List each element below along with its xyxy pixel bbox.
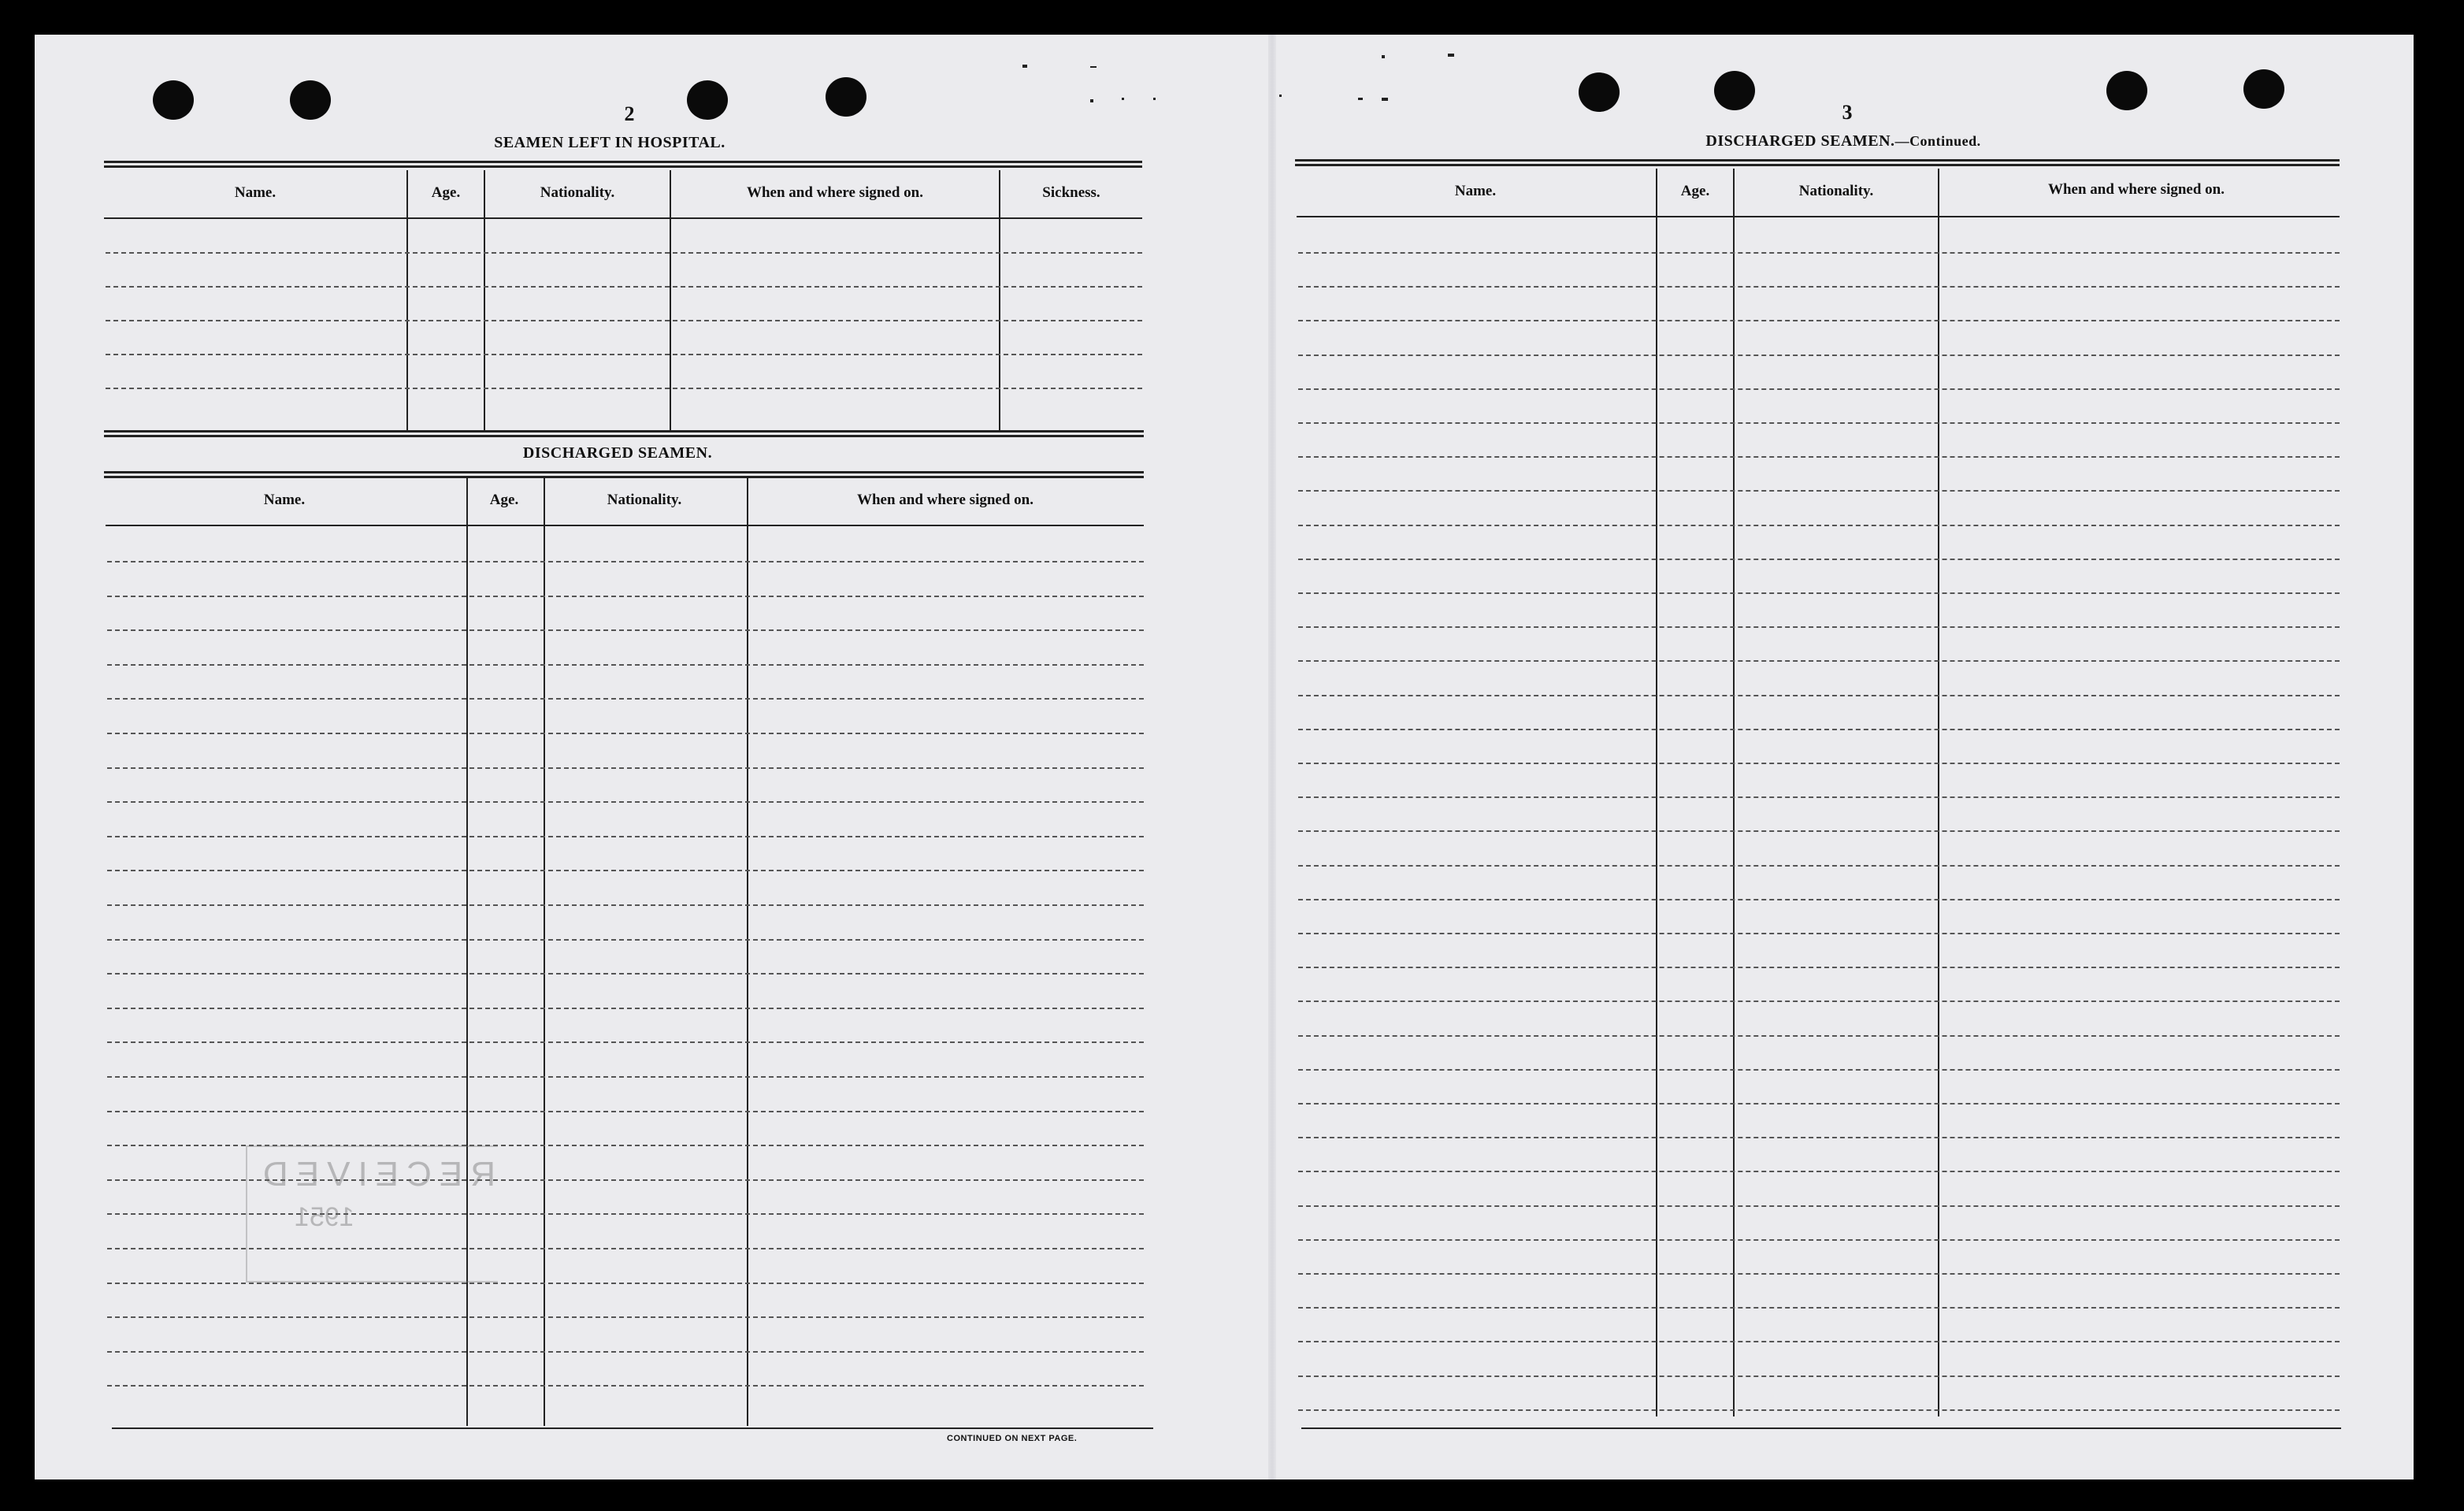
section-divider-rule [104, 430, 1144, 437]
ruled-row-line [1298, 355, 2340, 356]
header-rule [106, 525, 1144, 526]
document-sheet [35, 35, 2414, 1479]
ruled-row-line [106, 354, 1142, 355]
ruled-row-line [1298, 660, 2340, 662]
table-top-rule [104, 471, 1144, 478]
ruled-row-line [107, 664, 1144, 666]
stamp-date: 1951 [295, 1202, 354, 1232]
ruled-row-line [106, 286, 1142, 288]
table-top-rule [1295, 159, 2340, 166]
stamp-text: RECEIVED [255, 1155, 495, 1194]
ruled-row-line [1298, 1103, 2340, 1104]
ruled-row-line [1298, 1273, 2340, 1275]
ruled-row-line [1298, 1069, 2340, 1071]
ruled-row-line [107, 973, 1144, 975]
column-divider [999, 170, 1000, 432]
column-divider [406, 170, 408, 432]
ruled-row-line [1298, 967, 2340, 968]
ruled-row-line [107, 1008, 1144, 1009]
ruled-row-line [107, 1076, 1144, 1078]
section-title-suffix: —Continued. [1894, 133, 1981, 149]
ruled-row-line [1298, 456, 2340, 458]
ruled-row-line [1298, 525, 2340, 526]
ruled-row-line [1298, 626, 2340, 628]
ruled-row-line [107, 629, 1144, 631]
ruled-row-line [1298, 1001, 2340, 1002]
ruled-row-line [1298, 490, 2340, 492]
ruled-row-line [1298, 1409, 2340, 1411]
column-divider [670, 170, 671, 432]
ruled-row-line [1298, 320, 2340, 321]
ruled-row-line [107, 1385, 1144, 1387]
page-number: 3 [1842, 101, 1853, 124]
ruled-row-line [107, 1041, 1144, 1043]
ruled-row-line [107, 836, 1144, 837]
header-rule [1297, 216, 2340, 217]
ruled-row-line [106, 252, 1142, 254]
column-divider [1938, 169, 1939, 1416]
ruled-row-line [107, 1316, 1144, 1318]
column-divider [1656, 169, 1657, 1416]
ruled-row-line [107, 733, 1144, 734]
ruled-row-line [1298, 1341, 2340, 1342]
header-rule [104, 217, 1142, 219]
page-number: 2 [624, 102, 635, 125]
ruled-row-line [1298, 1375, 2340, 1377]
column-header-nationality: Nationality. [540, 184, 615, 201]
table-bottom-rule [1301, 1427, 2341, 1429]
ruled-row-line [1298, 899, 2340, 900]
ruled-row-line [1298, 1171, 2340, 1172]
ruled-row-line [107, 698, 1144, 700]
column-divider [484, 170, 485, 432]
ruled-row-line [107, 870, 1144, 871]
left-page [35, 35, 1268, 1479]
right-page [1276, 35, 2414, 1479]
received-stamp [224, 1145, 499, 1311]
continued-note: CONTINUED ON NEXT PAGE. [947, 1434, 1078, 1443]
ruled-row-line [1298, 1239, 2340, 1241]
ruled-row-line [1298, 1205, 2340, 1207]
ruled-row-line [106, 320, 1142, 321]
column-header-age: Age. [489, 492, 519, 508]
column-header-signed-on: When and where signed on. [2047, 181, 2225, 198]
ruled-row-line [107, 801, 1144, 803]
hospital-section-title: SEAMEN LEFT IN HOSPITAL. [494, 134, 725, 151]
ruled-row-line [1298, 388, 2340, 390]
column-header-nationality: Nationality. [1798, 183, 1874, 199]
table-bottom-rule [112, 1427, 1153, 1429]
ruled-row-line [107, 561, 1144, 562]
ruled-row-line [1298, 796, 2340, 798]
column-header-age: Age. [431, 184, 461, 201]
ruled-row-line [106, 388, 1142, 389]
ruled-row-line [1298, 252, 2340, 254]
page-fold [1268, 35, 1276, 1479]
column-header-nationality: Nationality. [607, 492, 682, 508]
discharged-continued-title [1623, 132, 2064, 150]
column-header-sickness: Sickness. [1042, 184, 1100, 201]
ruled-row-line [1298, 695, 2340, 696]
ruled-row-line [107, 596, 1144, 597]
column-divider [1733, 169, 1735, 1416]
ruled-row-line [1298, 422, 2340, 424]
column-header-signed-on: When and where signed on. [856, 492, 1033, 508]
column-header-age: Age. [1680, 183, 1710, 199]
discharged-section-title: DISCHARGED SEAMEN. [522, 444, 713, 462]
ruled-row-line [1298, 1035, 2340, 1037]
ruled-row-line [107, 767, 1144, 769]
column-header-name: Name. [263, 492, 306, 508]
ruled-row-line [1298, 763, 2340, 764]
ruled-row-line [1298, 729, 2340, 730]
ruled-row-line [1298, 592, 2340, 594]
ruled-row-line [1298, 1307, 2340, 1309]
ruled-row-line [107, 939, 1144, 941]
ruled-row-line [1298, 286, 2340, 288]
section-title-text: DISCHARGED SEAMEN. [1705, 132, 1895, 150]
ruled-row-line [107, 1111, 1144, 1112]
ruled-row-line [107, 1351, 1144, 1353]
ruled-row-line [1298, 865, 2340, 867]
ruled-row-line [1298, 830, 2340, 832]
column-header-signed-on: When and where signed on. [746, 184, 923, 201]
ruled-row-line [107, 904, 1144, 906]
table-top-rule [104, 161, 1142, 168]
column-header-name: Name. [1454, 183, 1497, 199]
ruled-row-line [1298, 559, 2340, 560]
column-header-name: Name. [234, 184, 276, 201]
ruled-row-line [1298, 1137, 2340, 1138]
ruled-row-line [1298, 933, 2340, 934]
